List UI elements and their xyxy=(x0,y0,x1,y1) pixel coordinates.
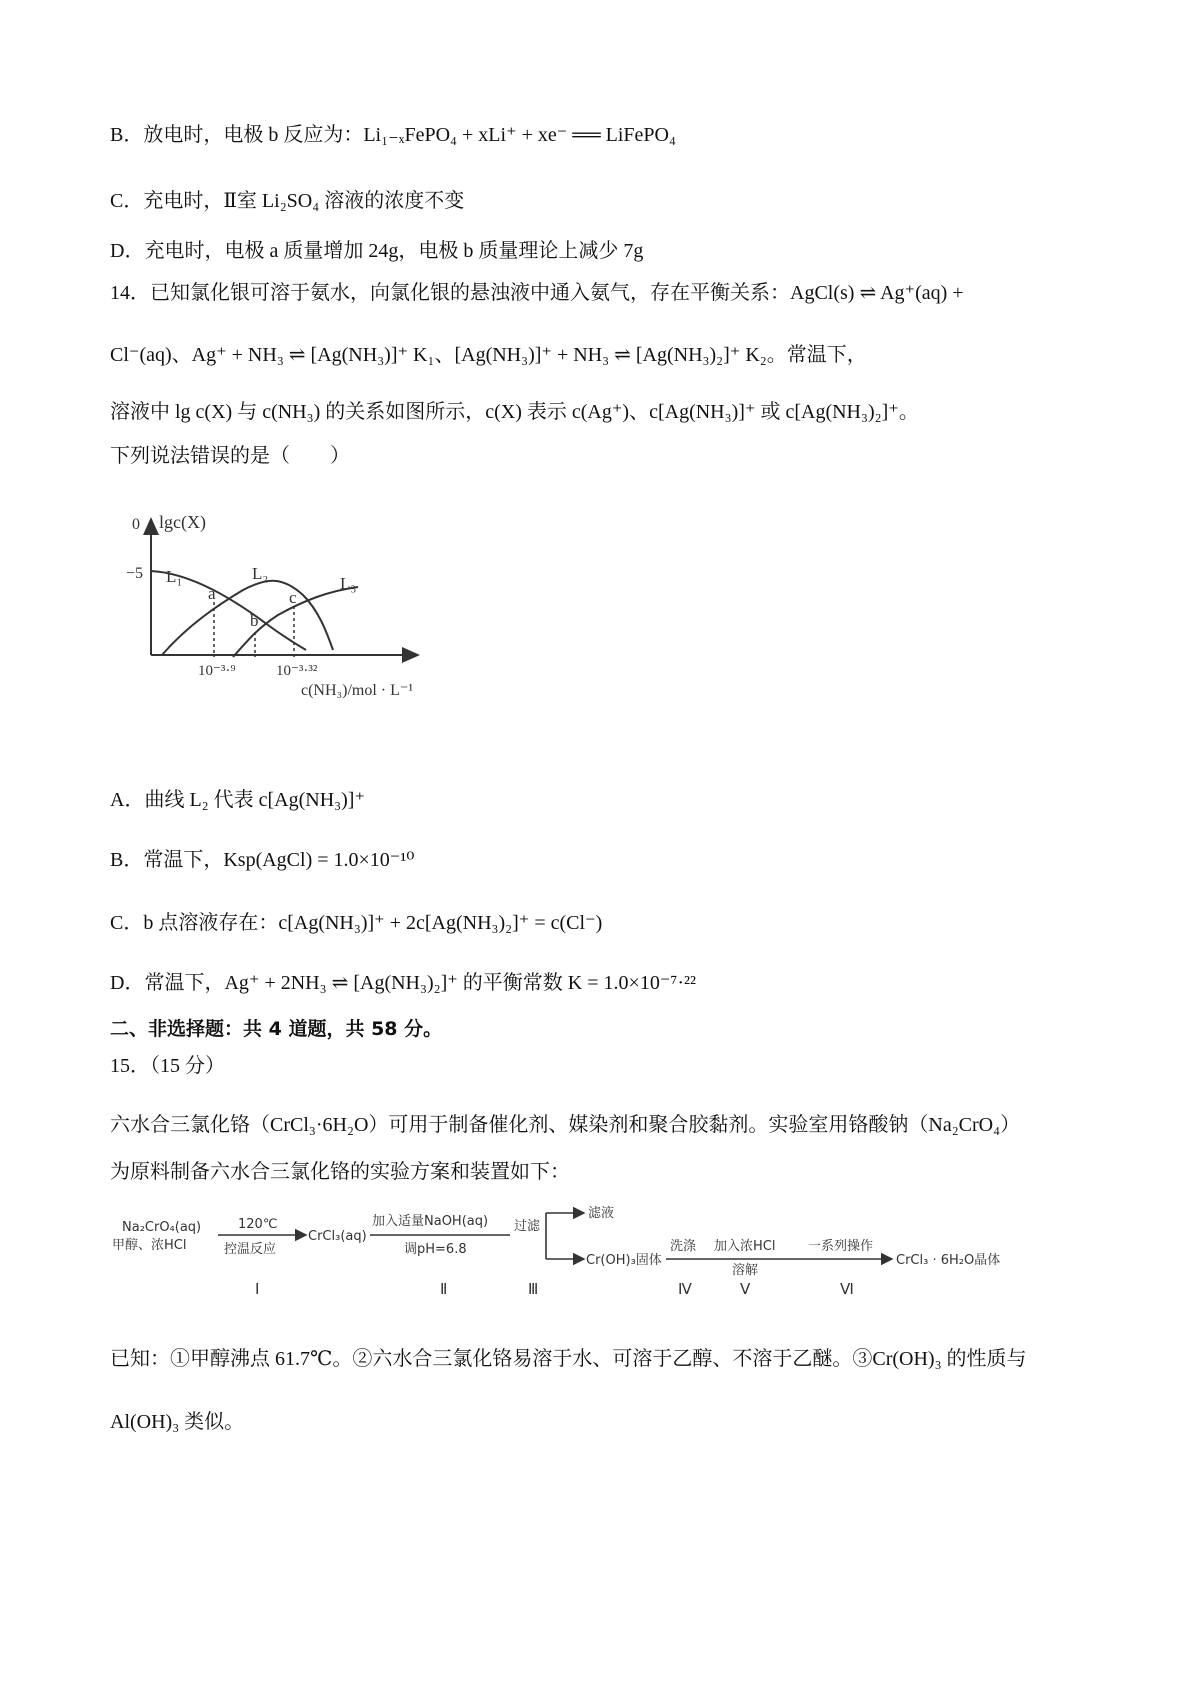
ops-label: 一系列操作 xyxy=(808,1239,874,1254)
reagent-methanol-hcl: 甲醇、浓HCl xyxy=(112,1238,187,1253)
q15-intro-line1: 六水合三氯化铬（CrCl₃·6H₂O）可用于制备催化剂、媒染剂和聚合胶黏剂。实验室用铬酸钠（Na₂CrO₄） xyxy=(110,1114,1021,1136)
wash-label: 洗涤 xyxy=(670,1239,697,1254)
y-tick-neg5: −5 xyxy=(126,565,144,582)
q13-option-c: C．充电时，Ⅱ室 Li₂SO₄ 溶液的浓度不变 xyxy=(110,190,465,212)
label-L2: L₂ xyxy=(252,564,269,583)
cond1-control: 控温反应 xyxy=(224,1242,277,1257)
q15-number: 15．（15 分） xyxy=(110,1055,225,1077)
q13-option-d: D．充电时，电极 a 质量增加 24g，电极 b 质量理论上减少 7g xyxy=(110,240,644,262)
q14-option-c: C．b 点溶液存在：c[Ag(NH₃)]⁺ + 2c[Ag(NH₃)₂]⁺ = c(Cl⁻) xyxy=(110,912,603,934)
label-L1: L₁ xyxy=(166,567,183,586)
q13-option-b: B．放电时，电极 b 反应为：Li₁₋ₓFePO₄ + xLi⁺ + xe⁻ ══ LiFePO₄ xyxy=(110,124,676,146)
product-crcl3: CrCl₃(aq) xyxy=(308,1229,367,1244)
step-4: Ⅳ xyxy=(678,1282,692,1298)
reagent-na2cro4: Na₂CrO₄(aq) xyxy=(122,1220,202,1235)
y-tick-zero: 0 xyxy=(132,516,140,533)
q14-option-b: B．常温下，Ksp(AgCl) = 1.0×10⁻¹⁰ xyxy=(110,849,415,871)
x-tick-2: 10⁻³·³² xyxy=(276,663,318,679)
known-line1: 已知：①甲醇沸点 61.7℃。②六水合三氯化铬易溶于水、可溶于乙醇、不溶于乙醚。③Cr(OH)₃ 的性质与 xyxy=(110,1348,1027,1370)
cond2-ph: 调pH=6.8 xyxy=(404,1242,467,1257)
known-line2: Al(OH)₃ 类似。 xyxy=(110,1411,245,1433)
q14-stem-line2: Cl⁻(aq)、Ag⁺ + NH₃ ⇌ [Ag(NH₃)]⁺ K₁、[Ag(NH₃)]⁺ + NH₃ ⇌ [Ag(NH₃)₂]⁺ K₂。常温下， xyxy=(110,344,867,366)
filtrate-label: 滤液 xyxy=(588,1206,615,1221)
y-axis-label: lgc(X) xyxy=(159,515,206,532)
step-1: Ⅰ xyxy=(255,1282,260,1298)
cond2-naoh: 加入适量NaOH(aq) xyxy=(372,1214,489,1229)
final-product: CrCl₃ · 6H₂O晶体 xyxy=(896,1253,1001,1268)
solid-croh3: Cr(OH)₃固体 xyxy=(586,1253,662,1268)
q14-stem-line3: 溶液中 lg c(X) 与 c(NH₃) 的关系如图所示，c(X) 表示 c(Ag⁺)、c[Ag(NH₃)]⁺ 或 c[Ag(NH₃)₂]⁺。 xyxy=(110,401,919,423)
cond1-temp: 120℃ xyxy=(238,1217,278,1232)
x-axis-label: c(NH₃)/mol · L⁻¹ xyxy=(301,682,414,699)
dissolve-top: 加入浓HCl xyxy=(714,1239,776,1254)
q15-intro-line2: 为原料制备六水合三氯化铬的实验方案和装置如下： xyxy=(110,1161,570,1183)
step-5: Ⅴ xyxy=(740,1282,751,1298)
curve-L2 xyxy=(162,581,333,655)
section2-heading: 二、非选择题：共 4 道题，共 58 分。 xyxy=(110,1018,443,1040)
point-c-label: c xyxy=(289,588,297,607)
point-b-label: b xyxy=(250,611,259,630)
q14-stem-line1: 14．已知氯化银可溶于氨水，向氯化银的悬浊液中通入氨气，存在平衡关系：AgCl(s) ⇌ Ag⁺(aq) + xyxy=(110,282,964,304)
lgc-vs-nh3-graph xyxy=(118,515,438,705)
step-2: Ⅱ xyxy=(440,1282,448,1298)
point-a-label: a xyxy=(208,584,216,603)
filter-label: 过滤 xyxy=(514,1219,541,1234)
x-tick-1: 10⁻³·⁹ xyxy=(198,663,236,679)
q14-option-d: D．常温下，Ag⁺ + 2NH₃ ⇌ [Ag(NH₃)₂]⁺ 的平衡常数 K = 1.0×10⁻⁷·²² xyxy=(110,972,696,994)
q14-option-a: A．曲线 L₂ 代表 c[Ag(NH₃)]⁺ xyxy=(110,789,366,811)
step-6: Ⅵ xyxy=(840,1282,854,1298)
q14-stem-line4: 下列说法错误的是（ ） xyxy=(110,445,350,467)
step-3: Ⅲ xyxy=(528,1282,539,1298)
dissolve-bottom: 溶解 xyxy=(732,1263,759,1278)
label-L3: L₃ xyxy=(340,574,357,593)
preparation-flowchart xyxy=(110,1198,1100,1318)
